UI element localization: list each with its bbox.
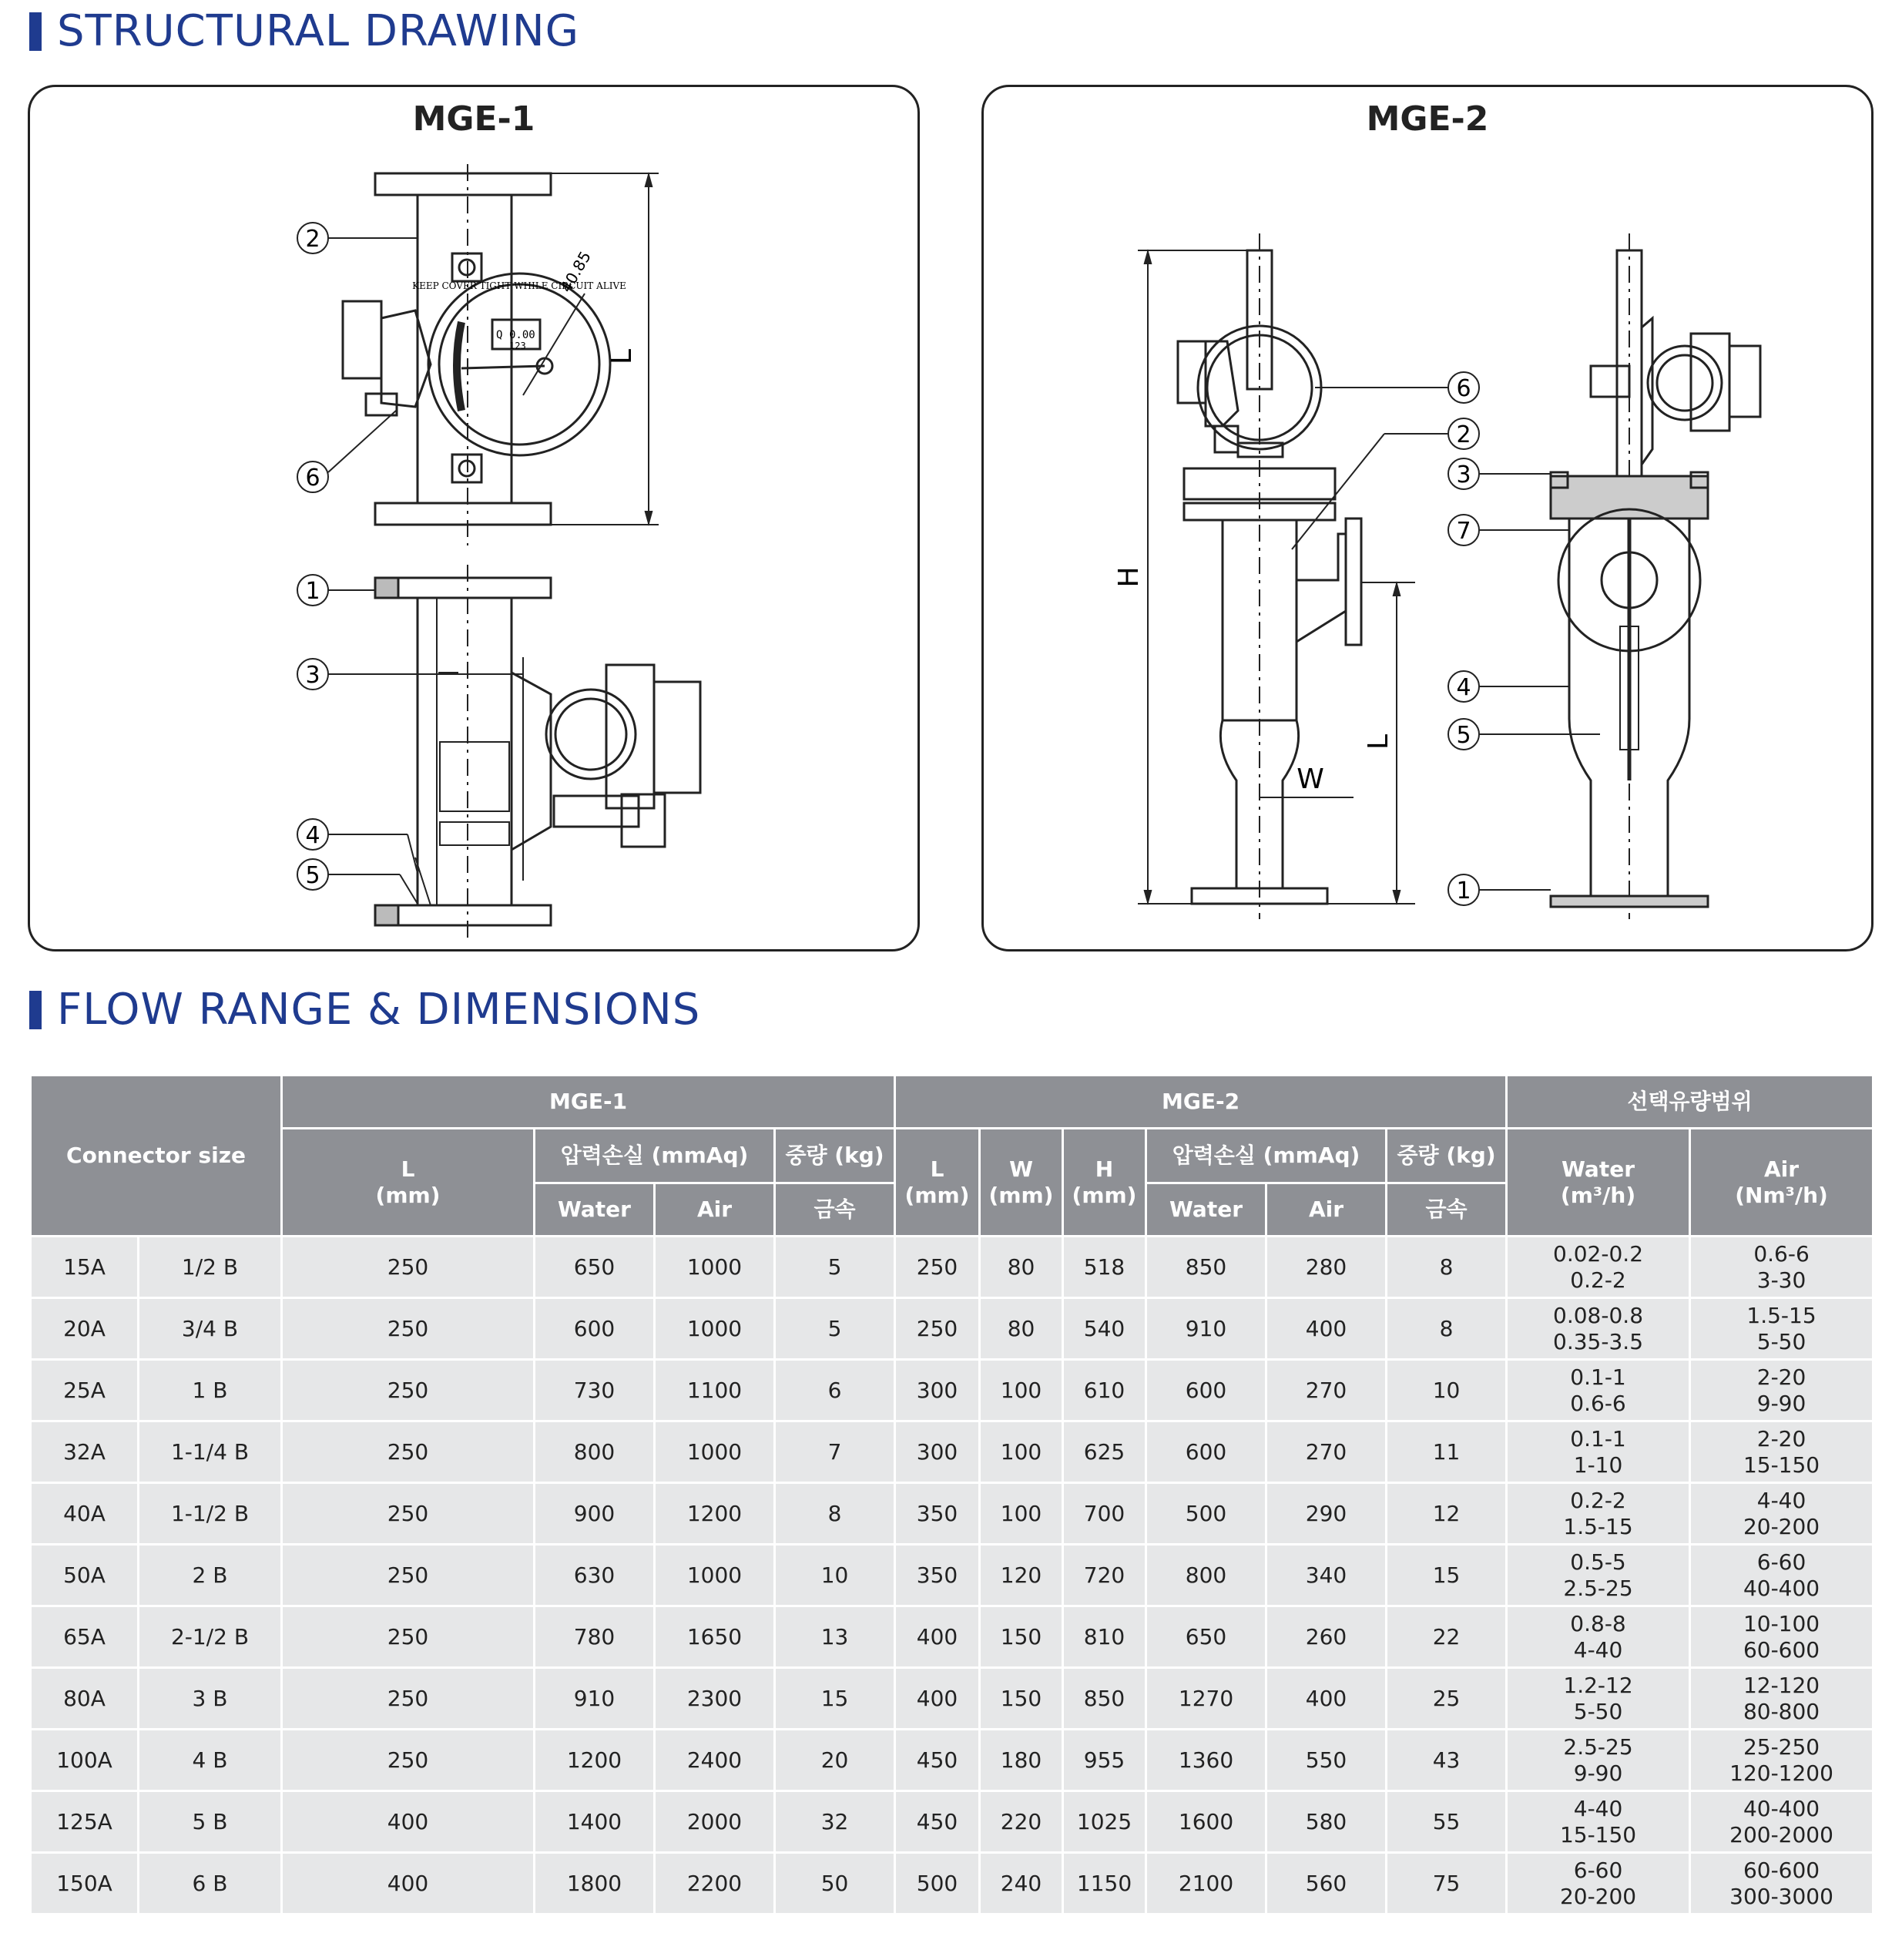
table-cell-a: 25A [31, 1360, 139, 1421]
table-cell-k1: 32 [775, 1791, 895, 1853]
table-cell-a: 15A [31, 1237, 139, 1298]
table-cell-a2: 260 [1266, 1606, 1387, 1668]
table-cell-w1: 780 [535, 1606, 655, 1668]
table-row [31, 1791, 1873, 1853]
table-cell-l1: 400 [282, 1853, 535, 1915]
mge1-display-val2: 123 [509, 341, 526, 351]
table-cell-w1: 910 [535, 1668, 655, 1730]
table-cell-a: 20A [31, 1298, 139, 1360]
table-cell-w1: 800 [535, 1421, 655, 1483]
mge1-callout-4: 4 [305, 822, 320, 849]
table-cell-range-air: 1.5-15 5-50 [1690, 1298, 1873, 1360]
header-mge1-air: Air [655, 1183, 775, 1237]
table-row [31, 1360, 1873, 1421]
table-cell-l1: 250 [282, 1730, 535, 1791]
table-cell-a: 32A [31, 1421, 139, 1483]
mge1-callouts [297, 223, 523, 904]
table-cell-w2: 1600 [1146, 1791, 1266, 1853]
header-mge2-metal: 금속 [1387, 1183, 1507, 1237]
header-range-air: Air (Nm³/h) [1690, 1129, 1873, 1237]
table-cell-w1: 900 [535, 1483, 655, 1545]
table-cell-wd: 240 [980, 1853, 1063, 1915]
table-cell-w2: 1360 [1146, 1730, 1266, 1791]
mge2-panel-title: MGE-2 [1366, 99, 1489, 139]
table-cell-h: 700 [1063, 1483, 1146, 1545]
mge1-callout-5: 5 [305, 862, 320, 889]
header-mge1-metal: 금속 [775, 1183, 895, 1237]
mge1-callout-1: 1 [305, 578, 320, 605]
heading-bar [29, 12, 42, 51]
table-cell-range-air: 25-250 120-1200 [1690, 1730, 1873, 1791]
table-cell-a: 50A [31, 1545, 139, 1606]
table-cell-wd: 180 [980, 1730, 1063, 1791]
table-cell-w2: 800 [1146, 1545, 1266, 1606]
table-cell-l1: 250 [282, 1668, 535, 1730]
table-cell-a2: 400 [1266, 1668, 1387, 1730]
table-cell-range-air: 40-400 200-2000 [1690, 1791, 1873, 1853]
table-cell-k2: 75 [1387, 1853, 1507, 1915]
table-cell-l1: 250 [282, 1421, 535, 1483]
table-cell-w1: 600 [535, 1298, 655, 1360]
table-row [31, 1853, 1873, 1915]
table-row [31, 1606, 1873, 1668]
table-cell-w1: 1400 [535, 1791, 655, 1853]
header-connector-size: Connector size [31, 1076, 282, 1237]
table-cell-range-air: 10-100 60-600 [1690, 1606, 1873, 1668]
mge1-display-val1: 0.00 [509, 329, 535, 341]
table-cell-range-water: 0.02-0.2 0.2-2 [1507, 1237, 1690, 1298]
table-cell-h: 1025 [1063, 1791, 1146, 1853]
table-cell-l2: 400 [895, 1668, 980, 1730]
mge2-dim-W: W [1297, 764, 1324, 795]
table-cell-w2: 500 [1146, 1483, 1266, 1545]
header-mge2-water: Water [1146, 1183, 1266, 1237]
mge2-dim-L: L [1363, 733, 1394, 750]
table-cell-wd: 80 [980, 1237, 1063, 1298]
table-cell-h: 1150 [1063, 1853, 1146, 1915]
header-mge1-pressure-loss: 압력손실 (mmAq) [535, 1129, 775, 1183]
table-cell-a2: 550 [1266, 1730, 1387, 1791]
table-cell-a1: 1000 [655, 1421, 775, 1483]
table-cell-h: 810 [1063, 1606, 1146, 1668]
table-cell-w1: 630 [535, 1545, 655, 1606]
table-cell-range-water: 2.5-25 9-90 [1507, 1730, 1690, 1791]
table-cell-a2: 580 [1266, 1791, 1387, 1853]
table-cell-k1: 20 [775, 1730, 895, 1791]
table-cell-h: 518 [1063, 1237, 1146, 1298]
table-cell-h: 610 [1063, 1360, 1146, 1421]
table-cell-a2: 400 [1266, 1298, 1387, 1360]
mge1-panel-title: MGE-1 [412, 99, 535, 139]
table-cell-wd: 150 [980, 1606, 1063, 1668]
table-cell-wd: 100 [980, 1421, 1063, 1483]
table-cell-l2: 500 [895, 1853, 980, 1915]
table-row [31, 1483, 1873, 1545]
table-cell-h: 540 [1063, 1298, 1146, 1360]
table-cell-b: 3 B [139, 1668, 282, 1730]
table-cell-l1: 250 [282, 1360, 535, 1421]
header-mge1: MGE-1 [282, 1076, 895, 1129]
table-cell-a1: 2000 [655, 1791, 775, 1853]
mge1-callout-3: 3 [305, 662, 320, 689]
mge2-callouts [1292, 372, 1600, 905]
table-cell-a: 80A [31, 1668, 139, 1730]
table-cell-k1: 6 [775, 1360, 895, 1421]
table-cell-range-water: 1.2-12 5-50 [1507, 1668, 1690, 1730]
table-cell-h: 625 [1063, 1421, 1146, 1483]
table-cell-wd: 220 [980, 1791, 1063, 1853]
table-cell-k2: 15 [1387, 1545, 1507, 1606]
table-cell-a: 65A [31, 1606, 139, 1668]
table-cell-a2: 270 [1266, 1360, 1387, 1421]
table-cell-h: 850 [1063, 1668, 1146, 1730]
table-cell-w2: 650 [1146, 1606, 1266, 1668]
header-mge1-L: L (mm) [282, 1129, 535, 1237]
heading-bar [29, 991, 42, 1029]
table-cell-wd: 80 [980, 1298, 1063, 1360]
table-cell-a1: 2200 [655, 1853, 775, 1915]
table-cell-range-air: 12-120 80-800 [1690, 1668, 1873, 1730]
table-cell-h: 955 [1063, 1730, 1146, 1791]
table-cell-a: 125A [31, 1791, 139, 1853]
table-cell-a1: 2400 [655, 1730, 775, 1791]
table-cell-k2: 43 [1387, 1730, 1507, 1791]
table-cell-a: 100A [31, 1730, 139, 1791]
table-cell-l1: 250 [282, 1606, 535, 1668]
table-cell-a2: 270 [1266, 1421, 1387, 1483]
header-mge2: MGE-2 [895, 1076, 1507, 1129]
table-cell-a1: 2300 [655, 1668, 775, 1730]
table-cell-l2: 300 [895, 1360, 980, 1421]
table-cell-l1: 250 [282, 1545, 535, 1606]
mge1-drawing-panel [28, 85, 920, 951]
table-cell-range-water: 0.08-0.8 0.35-3.5 [1507, 1298, 1690, 1360]
table-cell-range-air: 2-20 15-150 [1690, 1421, 1873, 1483]
table-cell-k2: 10 [1387, 1360, 1507, 1421]
header-mge2-W: W (mm) [980, 1129, 1063, 1237]
table-cell-range-air: 60-600 300-3000 [1690, 1853, 1873, 1915]
header-range-water: Water (m³/h) [1507, 1129, 1690, 1237]
table-cell-range-air: 0.6-6 3-30 [1690, 1237, 1873, 1298]
table-cell-w2: 600 [1146, 1360, 1266, 1421]
table-cell-wd: 150 [980, 1668, 1063, 1730]
table-cell-b: 6 B [139, 1853, 282, 1915]
mge2-structural-drawing [984, 87, 1876, 954]
table-cell-k1: 7 [775, 1421, 895, 1483]
table-cell-w2: 910 [1146, 1298, 1266, 1360]
table-cell-range-water: 0.8-8 4-40 [1507, 1606, 1690, 1668]
mge2-callout-4: 4 [1456, 674, 1471, 701]
header-mge2-H: H (mm) [1063, 1129, 1146, 1237]
table-cell-a: 40A [31, 1483, 139, 1545]
table-cell-w1: 1800 [535, 1853, 655, 1915]
table-cell-k1: 5 [775, 1237, 895, 1298]
table-cell-range-water: 6-60 20-200 [1507, 1853, 1690, 1915]
table-cell-k1: 10 [775, 1545, 895, 1606]
table-row [31, 1298, 1873, 1360]
table-row [31, 1668, 1873, 1730]
structural-drawing-heading [29, 6, 579, 56]
table-cell-b: 2 B [139, 1545, 282, 1606]
table-cell-w1: 730 [535, 1360, 655, 1421]
mge1-structural-drawing [30, 87, 922, 954]
table-cell-k1: 5 [775, 1298, 895, 1360]
header-select-range: 선택유량범위 [1507, 1076, 1873, 1129]
flow-range-dimensions-table [29, 1074, 1874, 1915]
table-cell-l1: 250 [282, 1298, 535, 1360]
table-cell-a1: 1000 [655, 1298, 775, 1360]
table-cell-l2: 350 [895, 1545, 980, 1606]
mge2-callout-5: 5 [1456, 722, 1471, 749]
table-cell-range-water: 0.1-1 0.6-6 [1507, 1360, 1690, 1421]
table-cell-b: 1-1/4 B [139, 1421, 282, 1483]
table-cell-k2: 8 [1387, 1237, 1507, 1298]
table-cell-l1: 250 [282, 1483, 535, 1545]
mge2-drawing-panel [981, 85, 1873, 951]
table-cell-range-air: 2-20 9-90 [1690, 1360, 1873, 1421]
table-cell-b: 1-1/2 B [139, 1483, 282, 1545]
mge1-callout-6: 6 [305, 465, 320, 492]
table-cell-range-water: 0.2-2 1.5-15 [1507, 1483, 1690, 1545]
table-cell-k2: 12 [1387, 1483, 1507, 1545]
flow-range-title: FLOW RANGE & DIMENSIONS [57, 985, 701, 1035]
table-cell-a: 150A [31, 1853, 139, 1915]
mge1-display-q: Q [496, 329, 503, 341]
table-cell-wd: 100 [980, 1360, 1063, 1421]
table-cell-l1: 400 [282, 1791, 535, 1853]
header-mge1-water: Water [535, 1183, 655, 1237]
table-cell-range-air: 6-60 40-400 [1690, 1545, 1873, 1606]
table-cell-w2: 850 [1146, 1237, 1266, 1298]
table-cell-w2: 1270 [1146, 1668, 1266, 1730]
table-cell-range-water: 4-40 15-150 [1507, 1791, 1690, 1853]
table-row [31, 1237, 1873, 1298]
header-mge2-L: L (mm) [895, 1129, 980, 1237]
table-cell-range-air: 4-40 20-200 [1690, 1483, 1873, 1545]
table-cell-k1: 50 [775, 1853, 895, 1915]
mge1-gauge-text: KEEP COVER TIGHT WHILE CIRCUIT ALIVE [412, 280, 626, 291]
table-cell-b: 1 B [139, 1360, 282, 1421]
table-cell-k1: 8 [775, 1483, 895, 1545]
table-row [31, 1730, 1873, 1791]
table-cell-l2: 250 [895, 1237, 980, 1298]
table-cell-l2: 450 [895, 1791, 980, 1853]
mge2-callout-6: 6 [1456, 375, 1471, 402]
table-cell-b: 2-1/2 B [139, 1606, 282, 1668]
table-cell-a1: 1200 [655, 1483, 775, 1545]
mge2-callout-7: 7 [1456, 518, 1471, 545]
table-cell-b: 3/4 B [139, 1298, 282, 1360]
table-cell-w2: 2100 [1146, 1853, 1266, 1915]
table-cell-b: 1/2 B [139, 1237, 282, 1298]
table-cell-k2: 25 [1387, 1668, 1507, 1730]
table-cell-k2: 8 [1387, 1298, 1507, 1360]
flow-range-heading [29, 985, 700, 1035]
table-cell-range-water: 0.5-5 2.5-25 [1507, 1545, 1690, 1606]
mge1-dim-L: L [606, 348, 638, 365]
mge2-callout-2: 2 [1456, 421, 1471, 448]
header-mge1-weight: 중량 (kg) [775, 1129, 895, 1183]
table-body [31, 1237, 1873, 1915]
table-cell-wd: 100 [980, 1483, 1063, 1545]
table-cell-k1: 15 [775, 1668, 895, 1730]
header-mge2-pressure-loss: 압력손실 (mmAq) [1146, 1129, 1387, 1183]
mge2-callout-3: 3 [1456, 461, 1471, 488]
table-cell-b: 5 B [139, 1791, 282, 1853]
table-cell-k2: 55 [1387, 1791, 1507, 1853]
table-cell-b: 4 B [139, 1730, 282, 1791]
table-cell-l2: 350 [895, 1483, 980, 1545]
mge2-callout-1: 1 [1456, 878, 1471, 904]
table-cell-wd: 120 [980, 1545, 1063, 1606]
table-row [31, 1545, 1873, 1606]
header-mge2-air: Air [1266, 1183, 1387, 1237]
table-cell-a1: 1100 [655, 1360, 775, 1421]
table-cell-k1: 13 [775, 1606, 895, 1668]
table-cell-k2: 22 [1387, 1606, 1507, 1668]
table-cell-a1: 1000 [655, 1237, 775, 1298]
table-cell-a2: 290 [1266, 1483, 1387, 1545]
table-cell-l1: 250 [282, 1237, 535, 1298]
table-cell-l2: 400 [895, 1606, 980, 1668]
mge1-angle-note: 40.85 [556, 247, 595, 296]
table-cell-a1: 1650 [655, 1606, 775, 1668]
header-mge2-weight: 중량 (kg) [1387, 1129, 1507, 1183]
table-cell-a2: 560 [1266, 1853, 1387, 1915]
table-cell-h: 720 [1063, 1545, 1146, 1606]
table-cell-range-water: 0.1-1 1-10 [1507, 1421, 1690, 1483]
table-cell-k2: 11 [1387, 1421, 1507, 1483]
table-cell-w1: 1200 [535, 1730, 655, 1791]
table-row [31, 1421, 1873, 1483]
mge1-callout-2: 2 [305, 226, 320, 253]
mge2-dim-H: H [1113, 566, 1145, 588]
structural-drawing-title: STRUCTURAL DRAWING [57, 6, 580, 56]
table-cell-l2: 250 [895, 1298, 980, 1360]
table-cell-l2: 450 [895, 1730, 980, 1791]
table-cell-w1: 650 [535, 1237, 655, 1298]
table-cell-a2: 340 [1266, 1545, 1387, 1606]
table-cell-l2: 300 [895, 1421, 980, 1483]
table-cell-a2: 280 [1266, 1237, 1387, 1298]
table-cell-a1: 1000 [655, 1545, 775, 1606]
table-cell-w2: 600 [1146, 1421, 1266, 1483]
